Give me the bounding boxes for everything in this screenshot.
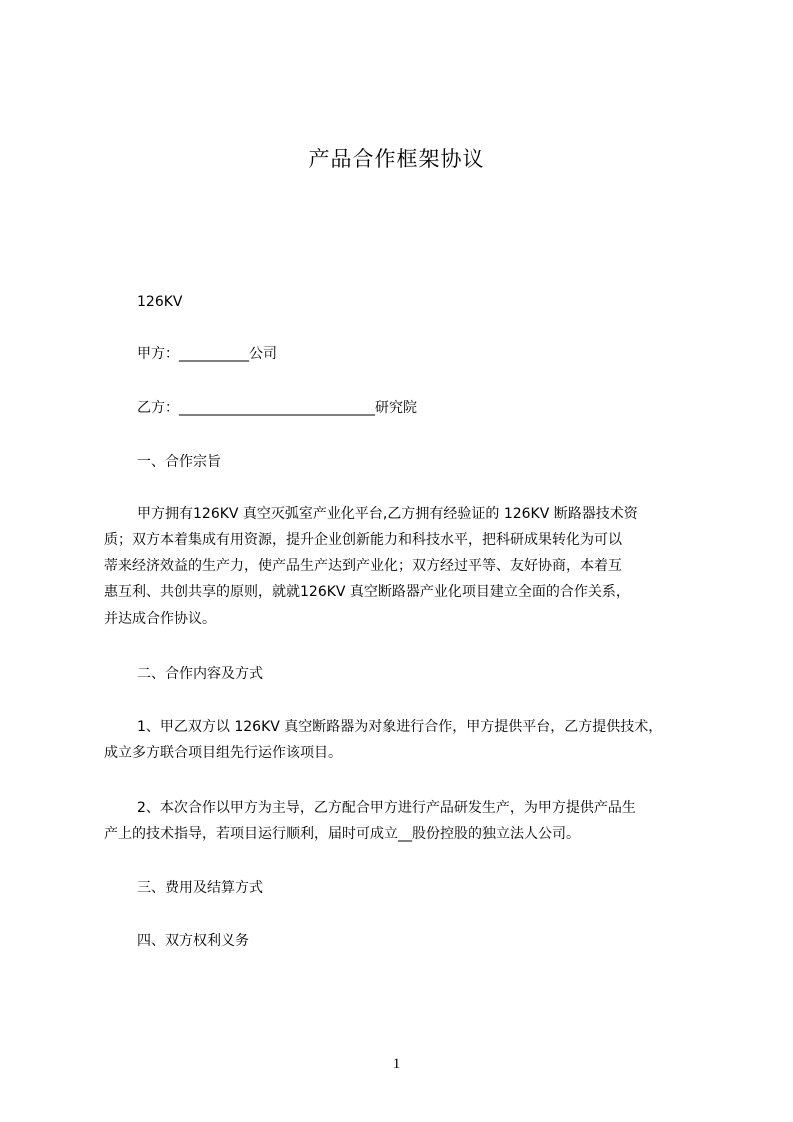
content-item-line: 产上的技术指导，若项目运行顺利，届时可成立__股份控股的独立法人公司。 bbox=[104, 826, 580, 842]
content-item-line: 2、本次合作以甲方为主导，乙方配合甲方进行产品研发生产，为甲方提供产品生 bbox=[137, 800, 636, 816]
purpose-line: 并达成合作协议。 bbox=[104, 611, 216, 627]
content-item-line: 成立多方联合项目组先行运作该项目。 bbox=[104, 745, 342, 761]
party-b-suffix: 研究院 bbox=[375, 400, 417, 416]
party-b-blank: ____________________________ bbox=[179, 400, 375, 416]
section-heading: 四、双方权利义务 bbox=[137, 933, 249, 949]
section-heading: 三、费用及结算方式 bbox=[137, 880, 263, 896]
party-a-line bbox=[137, 344, 277, 364]
document-title: 产品合作框架协议 bbox=[308, 147, 485, 171]
purpose-line: 甲方拥有126KV 真空灭弧室产业化平台,乙方拥有经验证的 126KV 断路器技术资 bbox=[137, 506, 638, 522]
party-a-label: 甲方： bbox=[137, 346, 179, 362]
party-a-suffix: 公司 bbox=[249, 346, 277, 362]
purpose-line: 惠互利、共创共享的原则，就就126KV 真空断路器产业化项目建立全面的合作关系， bbox=[104, 584, 630, 600]
party-a-blank: __________ bbox=[179, 346, 249, 362]
content-item-line: 1、甲乙双方以 126KV 真空断路器为对象进行合作，甲方提供平台，乙方提供技术， bbox=[137, 719, 663, 735]
party-b-label: 乙方： bbox=[137, 400, 179, 416]
purpose-line: 蒂来经济效益的生产力，使产品生产达到产业化；双方经过平等、友好协商，本着互 bbox=[104, 558, 622, 574]
product-model: 126KV bbox=[137, 294, 183, 310]
section-heading: 二、合作内容及方式 bbox=[137, 666, 263, 682]
purpose-line: 质；双方本着集成有用资源，提升企业创新能力和科技水平，把科研成果转化为可以 bbox=[104, 532, 622, 548]
page-number: 1 bbox=[392, 1056, 401, 1072]
section-heading: 一、合作宗旨 bbox=[137, 454, 221, 470]
party-b-line bbox=[137, 398, 417, 418]
